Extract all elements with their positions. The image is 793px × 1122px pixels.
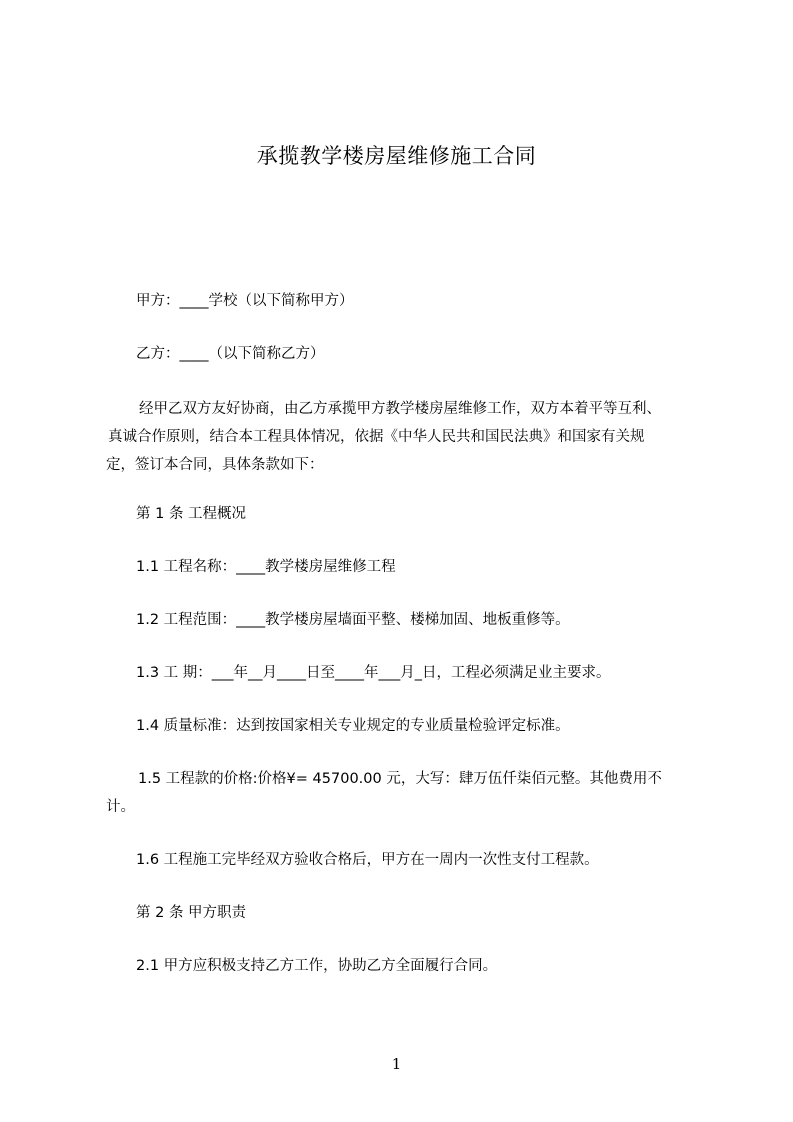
clause-1-1: 1.1 工程名称：____教学楼房屋维修工程 [136,559,396,575]
clause-1-6: 1.6 工程施工完毕经双方验收合格后，甲方在一周内一次性支付工程款。 [136,852,599,868]
article-2-heading: 第 2 条 甲方职责 [136,905,247,921]
clause-1-5 [106,765,712,821]
clause-1-4: 1.4 质量标准：达到按国家相关专业规定的专业质量检验评定标准。 [136,718,570,734]
clause-1-2: 1.2 工程范围：____教学楼房屋墙面平整、楼梯加固、地板重修等。 [136,612,570,628]
party-b-line: 乙方：____（以下简称乙方） [136,346,325,362]
page-number: 1 [391,1055,402,1073]
document-title: 承揽教学楼房屋维修施工合同 [256,144,537,168]
clause-1-5-line: 计。 [106,799,135,815]
clause-1-3: 1.3 工 期：___年__月____日至____年___月_日，工程必须满足业主要求。 [136,665,611,681]
clause-1-5-line: 1.5 工程款的价格:价格¥= 45700.00 元，大写：肆万伍仟柒佰元整。其他费用不 [138,771,662,787]
party-a-line: 甲方：____学校（以下简称甲方） [136,293,354,309]
intro-paragraph [106,395,712,479]
article-1-heading: 第 1 条 工程概况 [136,506,247,522]
intro-line: 真诚合作原则，结合本工程具体情况，依据《中华人民共和国民法典》和国家有关规 [108,429,645,445]
intro-line: 定，签订本合同，具体条款如下： [106,457,324,473]
intro-line: 经甲乙双方友好协商，由乙方承揽甲方教学楼房屋维修工作，双方本着平等互利、 [139,401,661,417]
clause-2-1: 2.1 甲方应积极支持乙方工作，协助乙方全面履行合同。 [136,958,498,974]
